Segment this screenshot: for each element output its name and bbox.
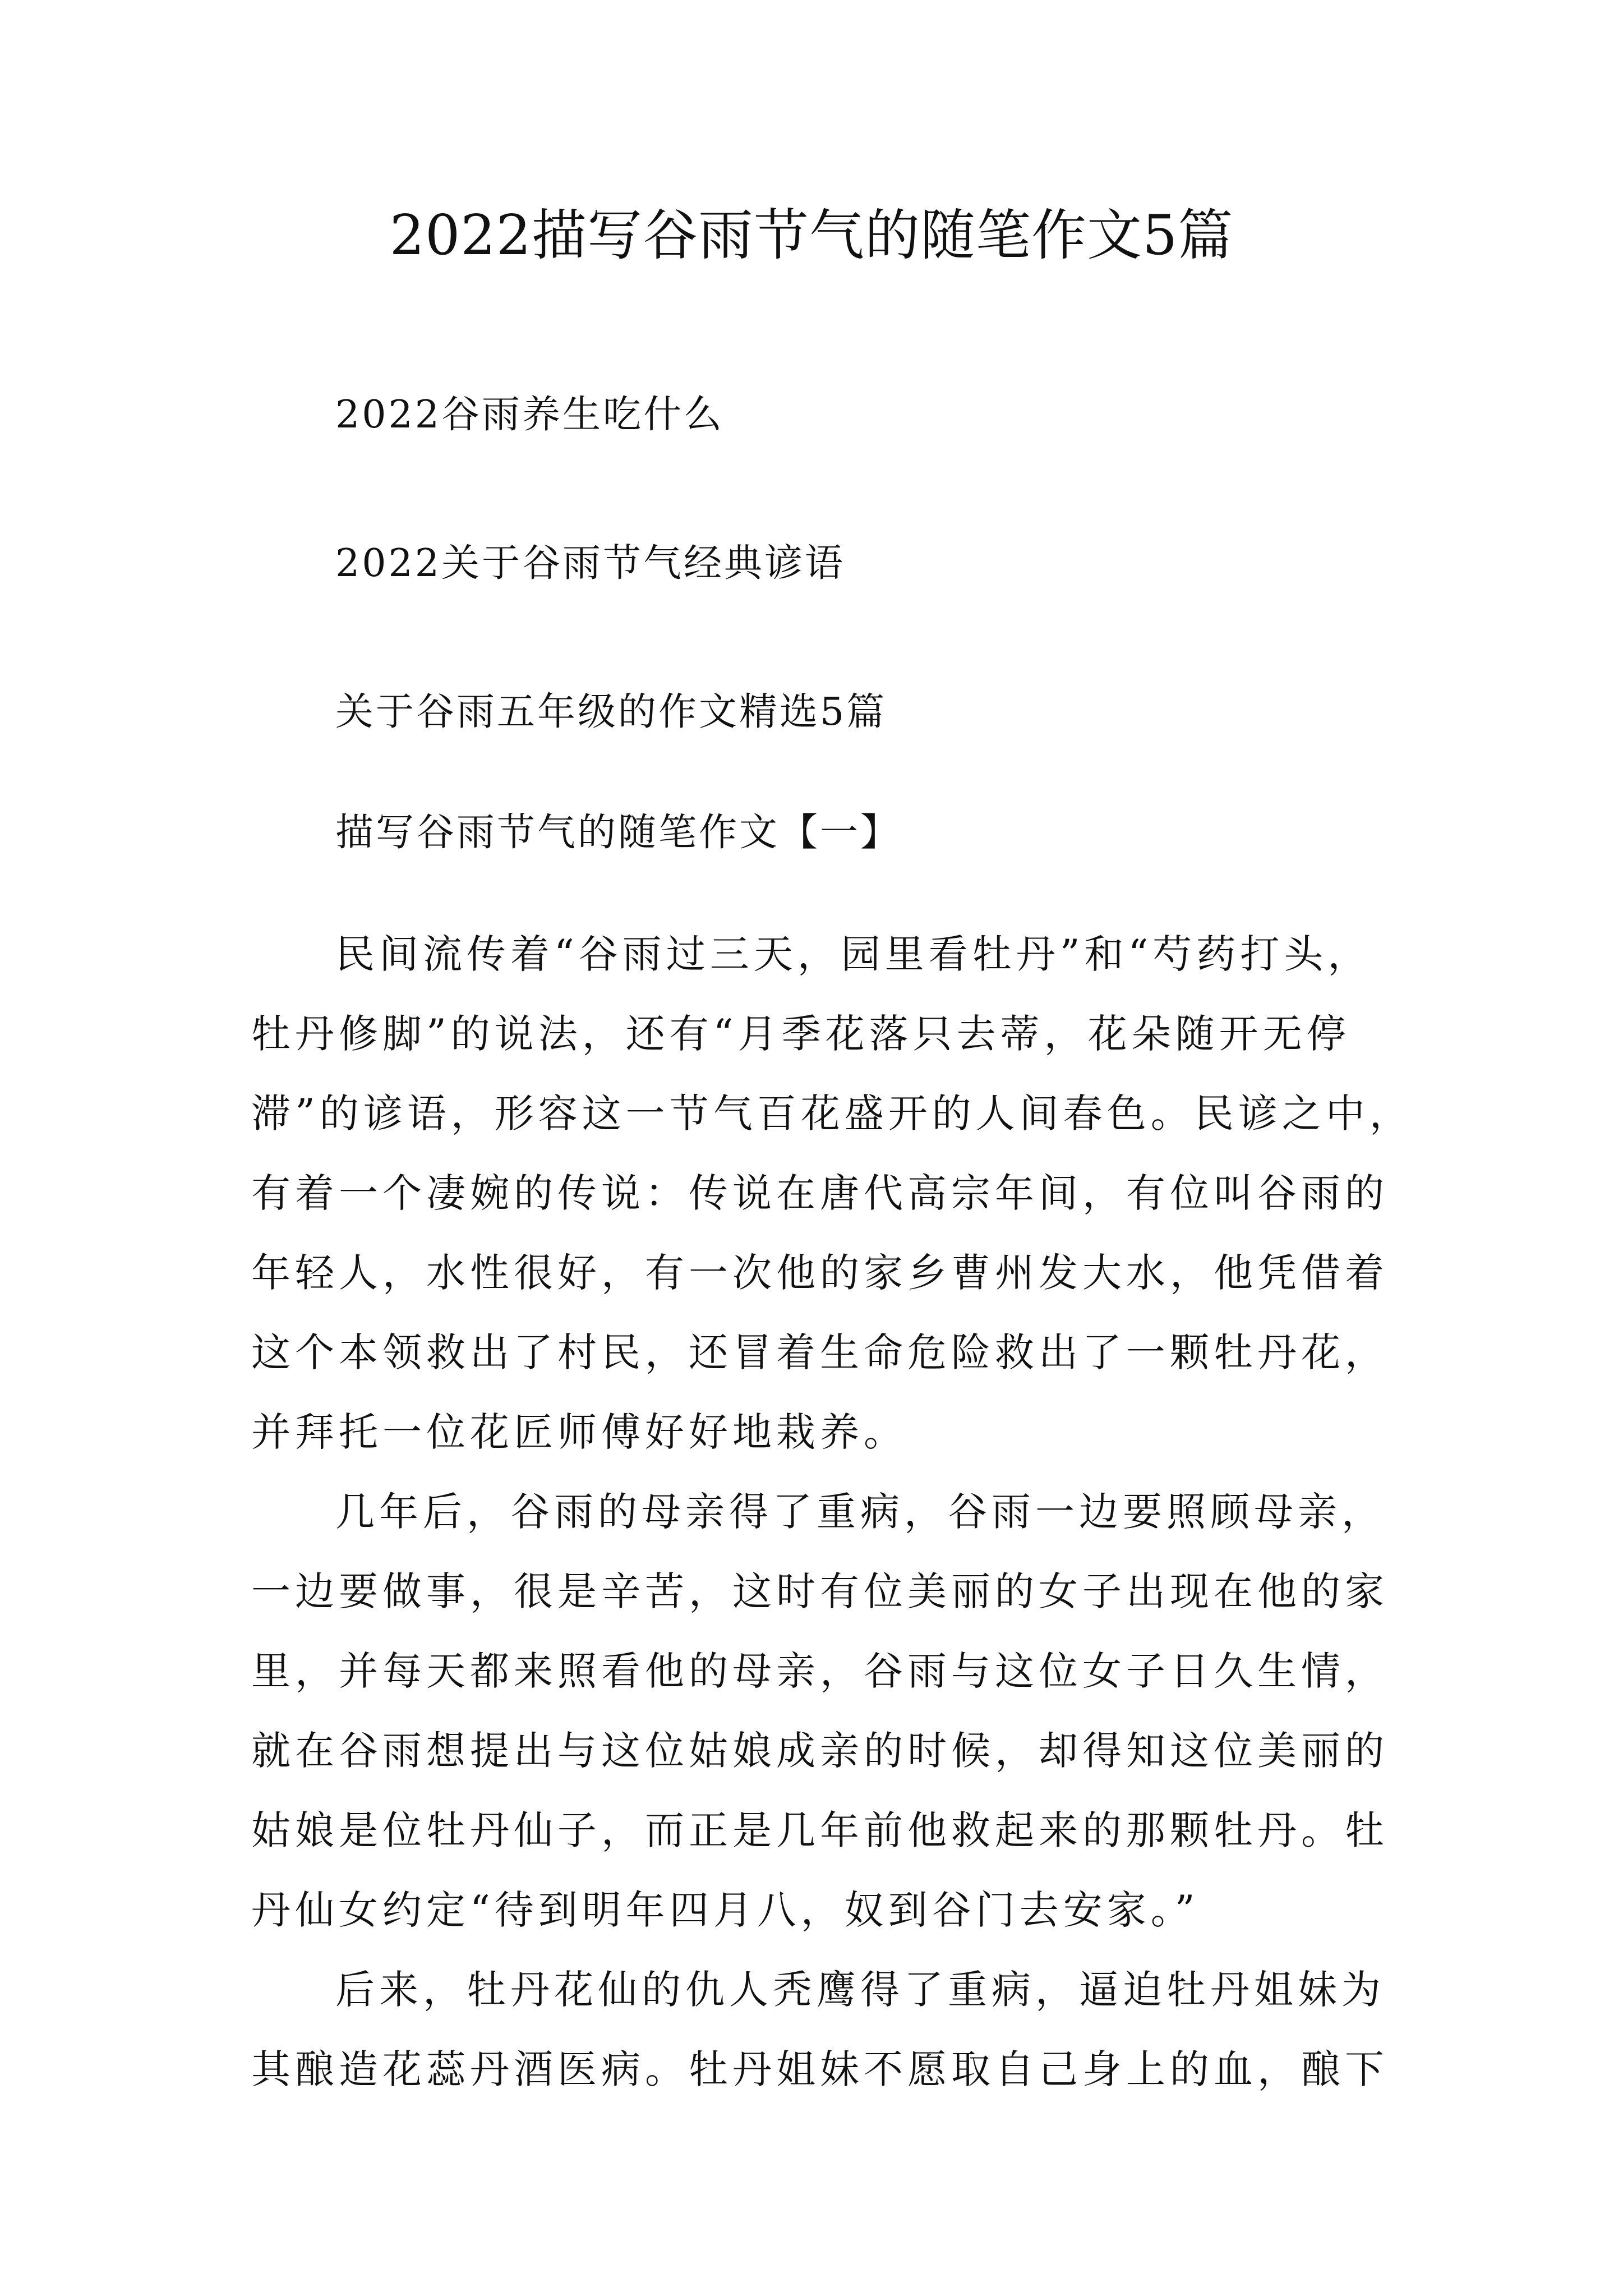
related-link-3[interactable]: 关于谷雨五年级的作文精选5篇 [335,690,887,734]
paragraph-line: 其酿造花蕊丹酒医病。牡丹姐妹不愿取自己身上的血，酿下 [251,2046,1389,2092]
section-heading: 描写谷雨节气的随笔作文【一】 [335,811,901,855]
paragraph-line: 有着一个凄婉的传说：传说在唐代高宗年间，有位叫谷雨的 [251,1170,1389,1216]
paragraph-line: 里，并每天都来照看他的母亲，谷雨与这位女子日久生情， [251,1648,1389,1694]
paragraph-line: 民间流传着“谷雨过三天，园里看牡丹”和“芍药打头， [335,931,1372,977]
paragraph-line: 就在谷雨想提出与这位姑娘成亲的时候，却得知这位美丽的 [251,1728,1389,1774]
paragraph-line: 这个本领救出了村民，还冒着生命危险救出了一颗牡丹花， [251,1329,1389,1375]
paragraph-line: 牡丹修脚”的说法，还有“月季花落只去蒂，花朵随开无停 [251,1011,1350,1057]
related-link-2[interactable]: 2022关于谷雨节气经典谚语 [335,541,846,586]
paragraph-line: 一边要做事，很是辛苦，这时有位美丽的女子出现在他的家 [251,1568,1389,1614]
paragraph-line: 年轻人，水性很好，有一次他的家乡曹州发大水，他凭借着 [251,1250,1389,1296]
paragraph-line: 几年后，谷雨的母亲得了重病，谷雨一边要照顾母亲， [335,1489,1385,1535]
paragraph-line: 姑娘是位牡丹仙子，而正是几年前他救起来的那颗牡丹。牡 [251,1807,1389,1853]
paragraph-line: 并拜托一位花匠师傅好好地栽养。 [251,1409,907,1455]
paragraph-line: 滞”的谚语，形容这一节气百花盛开的人间春色。民谚之中， [251,1091,1413,1137]
paragraph-line: 丹仙女约定“待到明年四月八，奴到谷门去安家。” [251,1887,1200,1933]
related-link-1[interactable]: 2022谷雨养生吃什么 [335,393,725,437]
document-title: 2022描写谷雨节气的随笔作文5篇 [389,204,1234,268]
body-text [251,914,1413,2109]
paragraph-line: 后来，牡丹花仙的仇人秃鹰得了重病，逼迫牡丹姐妹为 [335,1967,1385,2013]
